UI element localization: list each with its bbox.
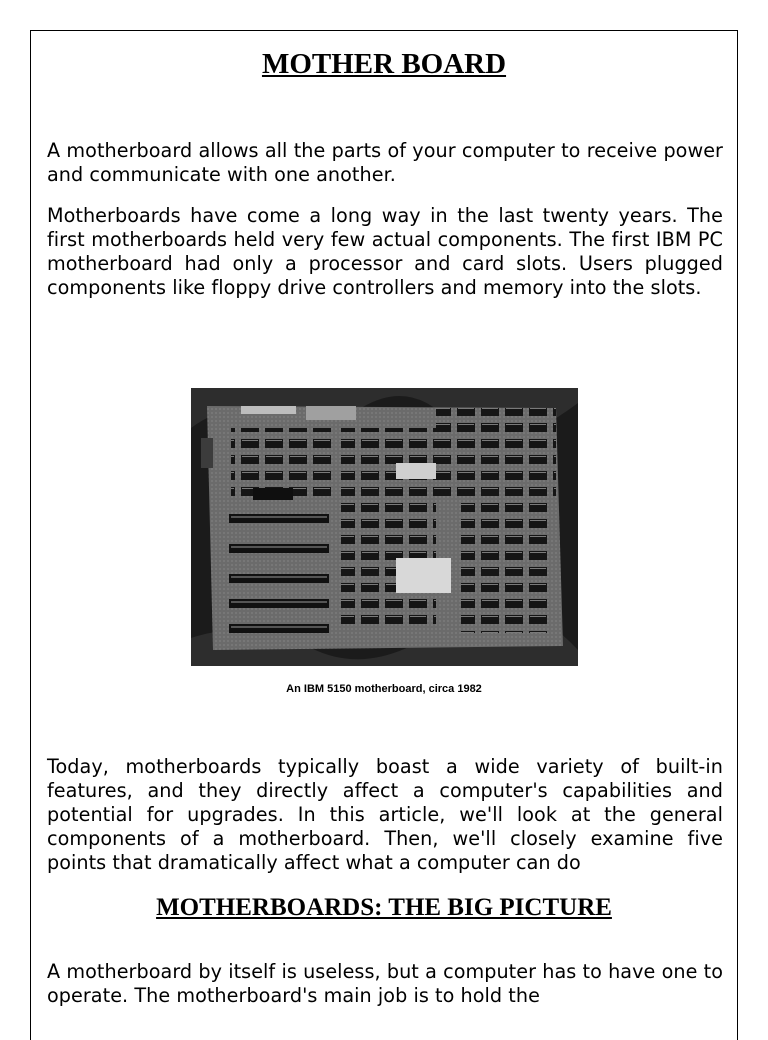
- page-title: MOTHER BOARD: [261, 48, 507, 80]
- figure-caption: An IBM 5150 motherboard, circa 1982: [286, 683, 482, 695]
- today-paragraph: Today, motherboards typically boast a wide variety of built-in features, and they directly affect a computer's capabilities and potential for upgrades. In this article, we'll look at the general components of a motherboard. Then, we'll closely examine five points that dramatically affect what a computer can do: [47, 755, 723, 874]
- big-picture-paragraph: A motherboard by itself is useless, but a computer has to have one to operate. The motherboard's main job is to hold the: [47, 960, 723, 1007]
- history-paragraph: Motherboards have come a long way in the last twenty years. The first motherboards held very few actual components. The first IBM PC motherboard had only a processor and card slots. Users plugged components like floppy drive controllers and memory into the slots.: [47, 204, 723, 299]
- motherboard-photo: [191, 388, 578, 666]
- intro-paragraph: A motherboard allows all the parts of your computer to receive power and communicate with one another.: [47, 139, 723, 186]
- section-heading: MOTHERBOARDS: THE BIG PICTURE: [156, 894, 612, 921]
